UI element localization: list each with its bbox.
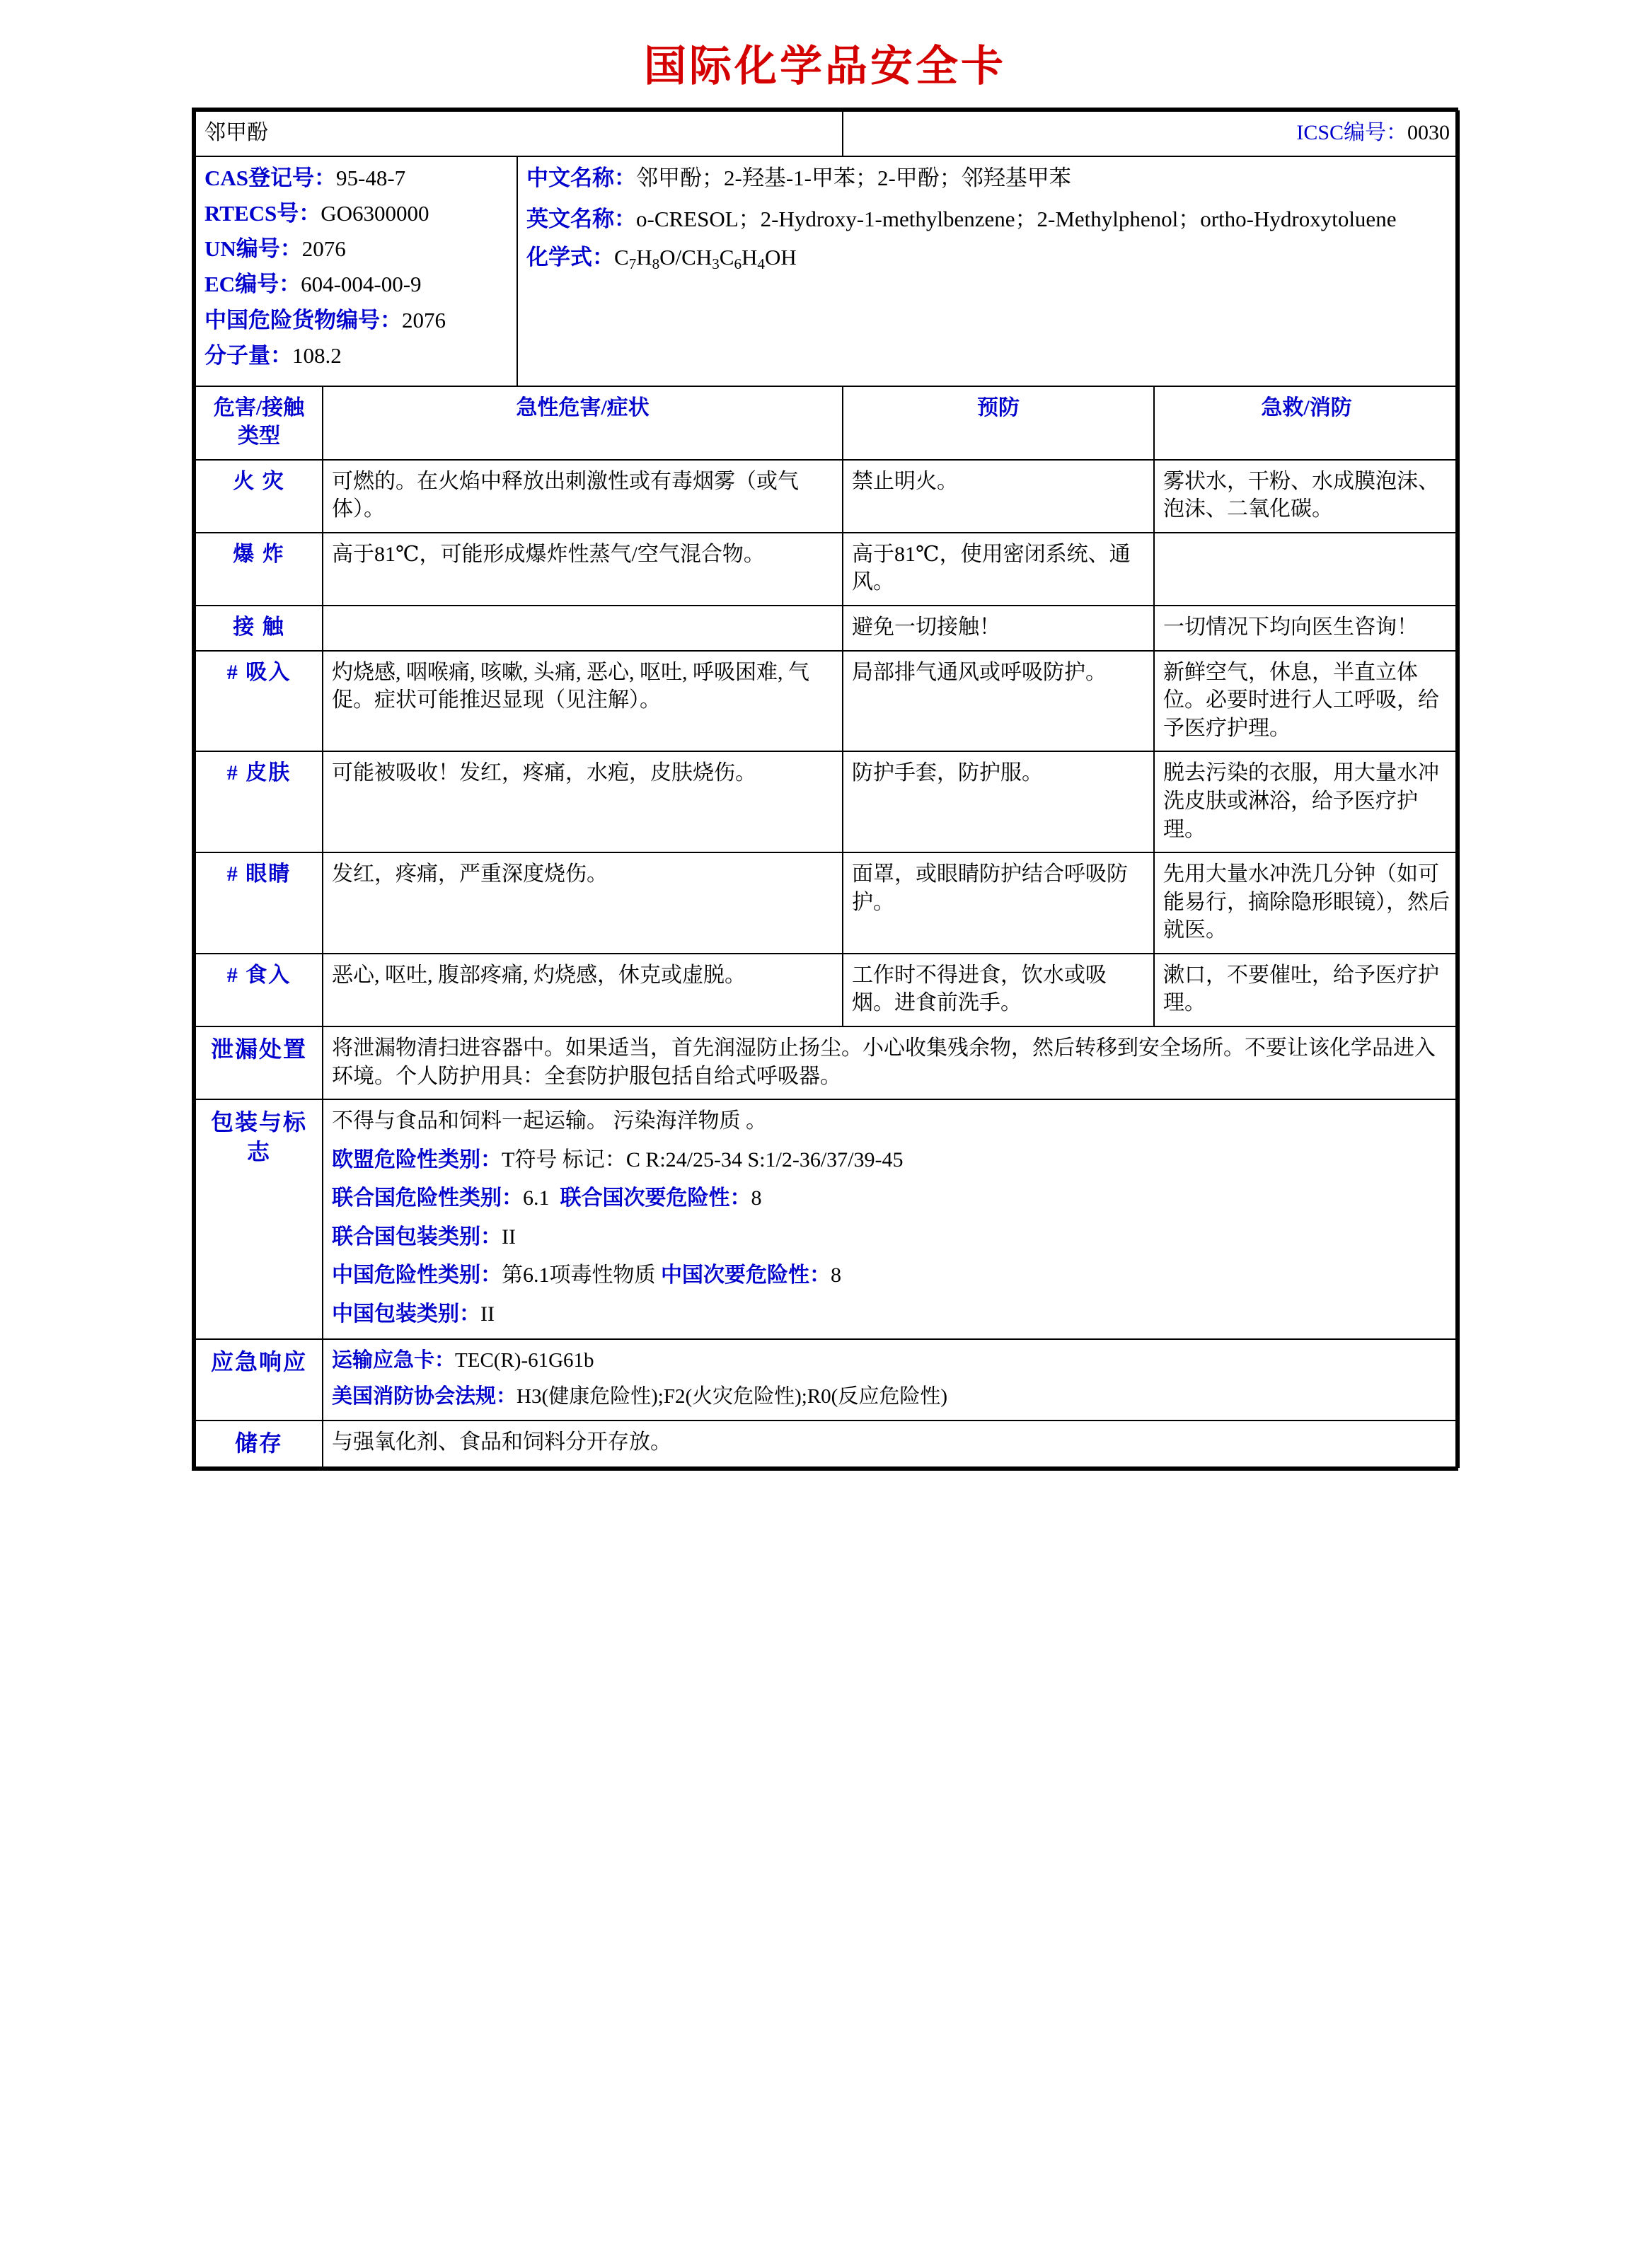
english-names-line — [526, 205, 1450, 233]
un-hazard-class-line — [332, 1184, 1450, 1213]
cn-packing-group-label: 中国包装类别： — [332, 1302, 480, 1326]
matrix-header-firstaid: 急救/消防 — [1154, 386, 1459, 459]
nfpa-label: 美国消防协会法规： — [332, 1385, 517, 1408]
cas-value: 95-48-7 — [336, 165, 406, 190]
icsc-number-cell — [843, 111, 1459, 156]
eu-hazard-class-label: 欧盟危险性类别： — [332, 1147, 502, 1171]
packaging-content — [323, 1099, 1459, 1339]
cn-hazard-class-line — [332, 1261, 1450, 1290]
matrix-header-type: 危害/接触类型 — [195, 386, 323, 459]
row-label-spill: 泄漏处置 — [195, 1026, 323, 1099]
icsc-number-value: 0030 — [1407, 121, 1450, 144]
explosion-hazard: 高于81℃，可能形成爆炸性蒸气/空气混合物。 — [323, 533, 843, 606]
table-row-fire — [195, 460, 1459, 533]
packaging-intro: 不得与食品和饲料一起运输。 污染海洋物质 。 — [332, 1109, 767, 1133]
row-label-explosion: 爆 炸 — [195, 533, 323, 606]
molecular-weight-value: 108.2 — [292, 343, 342, 369]
chinese-names-label: 中文名称： — [526, 165, 636, 190]
matrix-header-prevention: 预防 — [843, 386, 1154, 459]
row-label-fire: 火 灾 — [195, 460, 323, 533]
row-label-eyes: # 眼睛 — [195, 852, 323, 954]
row-label-ingestion: # 食入 — [195, 954, 323, 1026]
formula-value: $C_7H_8O/CH_3C_6H_4OH$ — [614, 245, 797, 273]
exposure-hazard — [323, 606, 843, 651]
icsc-table — [195, 110, 1460, 1468]
row-label-exposure: 接 触 — [195, 606, 323, 651]
row-label-skin: # 皮肤 — [195, 751, 323, 852]
fire-firstaid: 雾状水，干粉、水成膜泡沫、泡沫、二氧化碳。 — [1154, 460, 1459, 533]
un-line — [204, 235, 508, 263]
table-row-packaging — [195, 1099, 1459, 1339]
ingestion-firstaid: 漱口，不要催吐，给予医疗护理。 — [1154, 954, 1459, 1026]
transport-emergency-card-line — [332, 1347, 1450, 1375]
eyes-prevention: 面罩，或眼睛防护结合呼吸防护。 — [843, 852, 1154, 954]
table-row-inhalation — [195, 651, 1459, 752]
un-packing-group-value: II — [502, 1225, 516, 1249]
nfpa-line — [332, 1383, 1450, 1411]
table-row-storage — [195, 1421, 1459, 1467]
un-packing-group-label: 联合国包装类别： — [332, 1225, 502, 1249]
skin-firstaid: 脱去污染的衣服，用大量水冲洗皮肤或淋浴，给予医疗护理。 — [1154, 751, 1459, 852]
un-hazard-class-label: 联合国危险性类别： — [332, 1186, 523, 1210]
table-row-eyes — [195, 852, 1459, 954]
ec-label: EC编号： — [204, 272, 301, 297]
page-title: 国际化学品安全卡 — [644, 42, 1006, 91]
molecular-weight-line — [204, 342, 508, 370]
ec-value: 604-004-00-9 — [301, 272, 422, 297]
identity-left — [195, 156, 517, 387]
formula-label: 化学式： — [526, 245, 614, 270]
ec-line — [204, 270, 508, 299]
cn-packing-group-line — [332, 1300, 1450, 1329]
un-label: UN编号： — [204, 236, 302, 262]
row-label-storage: 储存 — [195, 1421, 323, 1467]
fire-hazard: 可燃的。在火焰中释放出刺激性或有毒烟雾（或气体）。 — [323, 460, 843, 533]
emergency-content — [323, 1339, 1459, 1420]
cn-dangerous-goods-label: 中国危险货物编号： — [204, 307, 402, 332]
eyes-firstaid: 先用大量水冲洗几分钟（如可能易行，摘除隐形眼镜），然后就医。 — [1154, 852, 1459, 954]
eu-hazard-class-line — [332, 1146, 1450, 1175]
identity-row — [195, 156, 1459, 387]
header-row — [195, 111, 1459, 156]
table-row-ingestion — [195, 954, 1459, 1026]
cas-label: CAS登记号： — [204, 165, 337, 190]
table-row-explosion — [195, 533, 1459, 606]
cn-hazard-class-label: 中国危险性类别： — [332, 1263, 502, 1288]
explosion-prevention: 高于81℃，使用密闭系统、通风。 — [843, 533, 1154, 606]
table-row-emergency — [195, 1339, 1459, 1420]
rtecs-value: GO6300000 — [321, 200, 429, 226]
nfpa-value: H3(健康危险性);F2(火灾危险性);R0(反应危险性) — [517, 1385, 947, 1408]
un-value: 2076 — [301, 236, 346, 262]
inhalation-prevention: 局部排气通风或呼吸防护。 — [843, 651, 1154, 752]
eu-hazard-class-value: T符号 标记：C R:24/25-34 S:1/2-36/37/39-45 — [502, 1147, 904, 1171]
formula-line — [526, 243, 1450, 274]
un-subsidiary-risk-label: 联合国次要危险性： — [560, 1186, 751, 1210]
cn-packing-group-value: II — [480, 1302, 495, 1326]
matrix-header-row — [195, 386, 1459, 459]
molecular-weight-label: 分子量： — [204, 343, 292, 369]
spill-text: 将泄漏物清扫进容器中。如果适当，首先润湿防止扬尘。小心收集残余物，然后转移到安全场所。不要让该化学品进入环境。个人防护用具：全套防护服包括自给式呼吸器。 — [323, 1026, 1459, 1099]
cn-subsidiary-risk-label: 中国次要危险性： — [661, 1263, 831, 1288]
inhalation-hazard: 灼烧感, 咽喉痛, 咳嗽, 头痛, 恶心, 呕吐, 呼吸困难, 气促。症状可能推迟显现（见注解）。 — [323, 651, 843, 752]
row-label-inhalation: # 吸入 — [195, 651, 323, 752]
icsc-card — [192, 108, 1458, 1471]
exposure-firstaid: 一切情况下均向医生咨询！ — [1154, 606, 1459, 651]
storage-text: 与强氧化剂、食品和饲料分开存放。 — [323, 1421, 1459, 1467]
transport-emergency-card-value: TEC(R)-61G61b — [455, 1349, 594, 1372]
skin-hazard: 可能被吸收！发红，疼痛，水疱，皮肤烧伤。 — [323, 751, 843, 852]
row-label-packaging: 包装与标志 — [195, 1099, 323, 1339]
un-hazard-class-value: 6.1 — [523, 1186, 550, 1210]
row-label-emergency: 应急响应 — [195, 1339, 323, 1420]
rtecs-label: RTECS号： — [204, 200, 321, 226]
english-names-label: 英文名称： — [526, 206, 636, 231]
exposure-prevention: 避免一切接触！ — [843, 606, 1154, 651]
transport-emergency-card-label: 运输应急卡： — [332, 1349, 456, 1372]
cn-subsidiary-risk-value: 8 — [831, 1263, 841, 1288]
ingestion-hazard: 恶心, 呕吐, 腹部疼痛, 灼烧感，休克或虚脱。 — [323, 954, 843, 1026]
skin-prevention: 防护手套，防护服。 — [843, 751, 1154, 852]
un-packing-group-line — [332, 1223, 1450, 1252]
substance-name: 邻甲酚 — [195, 111, 843, 156]
english-names-value: o-CRESOL；2-Hydroxy-1-methylbenzene；2-Methylphenol；ortho-Hydroxytoluene — [636, 206, 1397, 231]
table-row-skin — [195, 751, 1459, 852]
identity-right — [517, 156, 1459, 387]
table-row-exposure — [195, 606, 1459, 651]
eyes-hazard: 发红，疼痛，严重深度烧伤。 — [323, 852, 843, 954]
cas-line — [204, 164, 508, 192]
chinese-names-value: 邻甲酚；2-羟基-1-甲苯；2-甲酚；邻羟基甲苯 — [636, 165, 1071, 190]
cn-hazard-class-value: 第6.1项毒性物质 — [502, 1263, 656, 1288]
inhalation-firstaid: 新鲜空气，休息，半直立体位。必要时进行人工呼吸，给予医疗护理。 — [1154, 651, 1459, 752]
fire-prevention: 禁止明火。 — [843, 460, 1154, 533]
rtecs-line — [204, 199, 508, 228]
ingestion-prevention: 工作时不得进食，饮水或吸烟。进食前洗手。 — [843, 954, 1154, 1026]
un-subsidiary-risk-value: 8 — [751, 1186, 762, 1210]
table-row-spill — [195, 1026, 1459, 1099]
matrix-header-hazard: 急性危害/症状 — [323, 386, 843, 459]
explosion-firstaid — [1154, 533, 1459, 606]
cn-dangerous-goods-value: 2076 — [402, 307, 446, 332]
icsc-number-label: ICSC编号： — [1296, 121, 1408, 144]
cn-dangerous-goods-line — [204, 306, 508, 335]
chinese-names-line — [526, 164, 1450, 192]
